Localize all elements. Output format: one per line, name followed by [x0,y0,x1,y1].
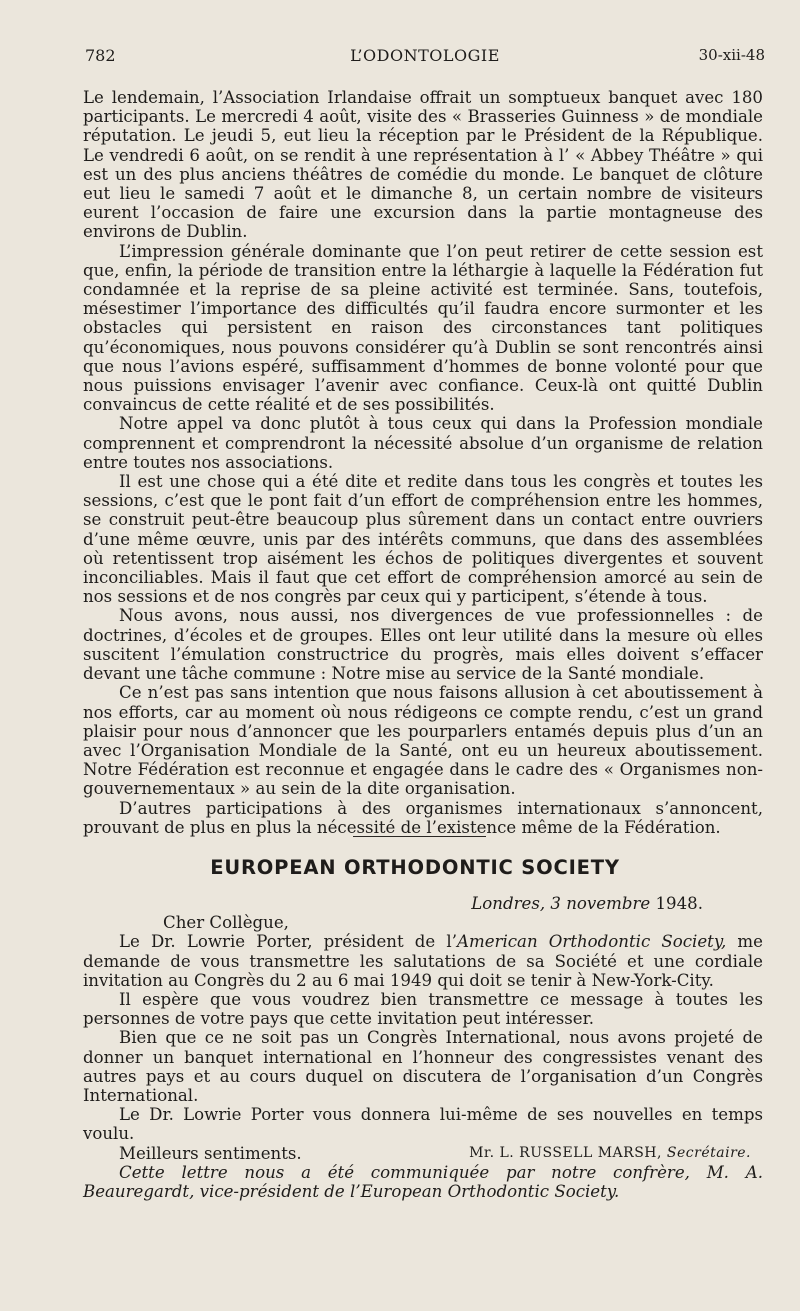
letter-year: 1948. [650,894,703,913]
journal-title: L’ODONTOLOGIE [350,46,500,65]
paragraph-1: Le lendemain, l’Association Irlandaise offrait un somptueux banquet avec 180 participants. Le mercredi 4 août, visite des « Brasseries Guinness » de mondiale réputation. Le jeudi 5, eut lieu la réception par le Président de la République. Le vendredi 6 août, on se rendit à une représentation à l’ « Abbey Théâtre » qui est un des plus anciens théâtres de comédie du monde. Le banquet de clôture eut lieu le samedi 7 août et le dimanche 8, un certain nombre de visiteurs eurent l’occasion de faire une excursion dans la partie montagneuse des environs de Dublin. [83,88,763,242]
paragraph-6: Ce n’est pas sans intention que nous faisons allusion à cet aboutissement à nos efforts, car au moment où nous rédigeons ce compte rendu, c’est un grand plaisir pour nous d’annoncer que les pourparlers entamés depuis plus d’un an avec l’Organisation Mondiale de la Santé, ont eu un heureux aboutissement. Notre Fédération est reconnue et engagée dans le cadre des « Organismes non-gouvernementaux » au sein de la dite organisation. [83,683,763,799]
letter-p1-end: me demande de vous transmettre les salutations de sa Société et une cordiale invitation au Congrès du 2 au 6 mai 1949 qui doit se tenir à New-York-City. [83,932,763,990]
letter-place-date [83,894,763,913]
signature-role: Secrétaire. [661,1144,751,1161]
paragraph-3: Notre appel va donc plutôt à tous ceux qui dans la Profession mondiale comprennent et comprendront la nécessité absolue d’un organisme de relation entre toutes nos associations. [83,414,763,472]
paragraph-2: L’impression générale dominante que l’on peut retirer de cette session est que, enfin, la période de transition entre la léthargie à laquelle la Fédération fut condamnée et la reprise de sa pleine activité est terminée. Sans, toutefois, mésestimer l’importance des difficultés qu’il faudra encore surmonter et les obstacles qui persistent en raison des circonstances tant politiques qu’économiques, nous pouvons considérer qu’à Dublin se sont rencontrés ainsi que nous l’avions espéré, suffisamment d’hommes de bonne volonté pour que nous puissions envisager l’avenir avec confiance. Ceux-là ont quitté Dublin convaincus de cette réalité et de ses possibilités. [83,241,763,415]
letter-closing: Meilleurs sentiments. [119,1143,302,1163]
paragraph-5: Nous avons, nous aussi, nos divergences de vue professionnelles : de doctrines, d’écoles et de groupes. Elles ont leur utilité dans la mesure où elles suscitent l’émulation constructrice du progrès, mais elles doivent s’effacer devant une tâche commune : Notre mise au service de la Santé mondiale. [83,606,763,684]
section-title: EUROPEAN ORTHODONTIC SOCIETY [210,856,620,879]
letter-paragraph-4: Le Dr. Lowrie Porter vous donnera lui-même de ses nouvelles en temps voulu. [83,1105,763,1144]
letter-place: Londres, 3 novembre [471,894,651,913]
letter-paragraph-2: Il espère que vous voudrez bien transmettre ce message à toutes les personnes de votre pays que cette invitation peut intéresser. [83,990,763,1029]
letter [83,894,763,1201]
paragraph-4: Il est une chose qui a été dite et redite dans tous les congrès et toutes les sessions, c’est que le pont fait d’un effort de compréhension entre les hommes, se construit peut-être beaucoup plus sûrement dans un contact entre ouvriers d’une même œuvre, unis par des intérêts communs, que dans des assemblées où retentissent trop aisément les échos de politiques divergentes et souvent inconciliables. Mais il faut que cet effort de compréhension amorcé au sein de nos sessions et de nos congrès par ceux qui y participent, s’étende à tous. [83,472,763,607]
letter-paragraph-1 [83,932,763,990]
letter-signature [469,1144,751,1163]
signature-name: Mr. L. RUSSELL MARSH, [469,1144,662,1161]
page-header [85,46,765,70]
letter-p1-society: American Orthodontic Society, [456,932,727,952]
paragraph-7: D’autres participations à des organismes internationaux s’annoncent, prouvant de plus en plus la nécessité de l’existence même de la Fédération. [83,798,763,837]
issue-date: 30-xii-48 [698,46,765,64]
letter-closing-row [83,1144,763,1163]
article-body [83,88,763,837]
letter-p1-start: Le Dr. Lowrie Porter, président de l’ [119,932,457,952]
section-divider [353,836,486,837]
letter-paragraph-3: Bien que ce ne soit pas un Congrès International, nous avons projeté de donner un banquet international en l’honneur des congressistes venant des autres pays et au cours duquel on discutera de l’organisation d’un Congrès International. [83,1028,763,1106]
letter-salutation: Cher Collègue, [163,913,289,933]
page-number: 782 [85,46,116,65]
letter-note: Cette lettre nous a été communiquée par notre confrère, M. A. Beauregardt, vice-président de l’European Orthodontic Society. [83,1162,763,1202]
